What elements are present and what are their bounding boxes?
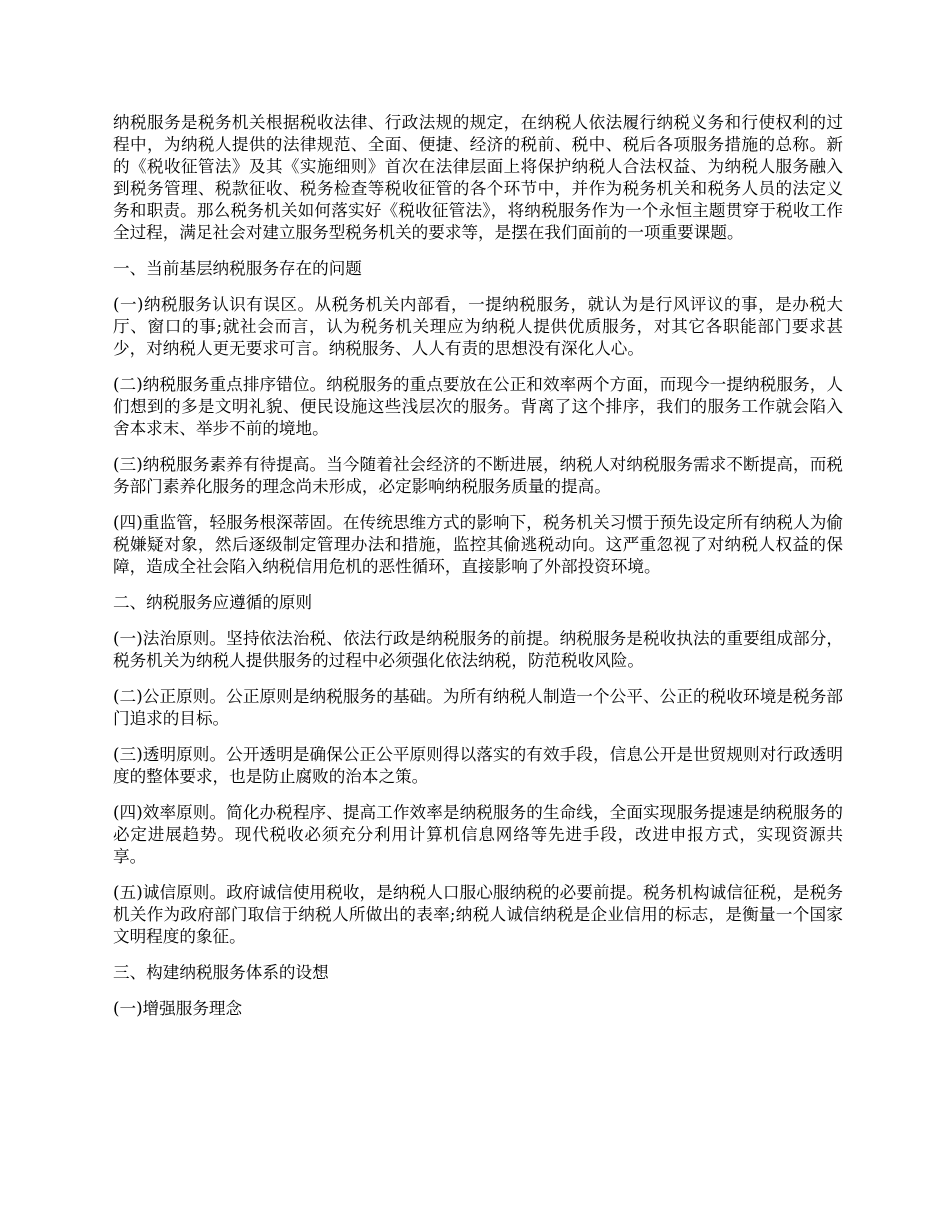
section-heading-1: 一、当前基层纳税服务存在的问题 [113, 259, 362, 278]
paragraph: (二)公正原则。公正原则是纳税服务的基础。为所有纳税人制造一个公平、公正的税收环境是税务部门追求的目标。 [113, 687, 843, 728]
paragraph: (三)纳税服务素养有待提高。当今随着社会经济的不断进展，纳税人对纳税服务需求不断提高，而税务部门素养化服务的理念尚未形成，必定影响纳税服务质量的提高。 [113, 455, 843, 496]
paragraph: (四)重监管，轻服务根深蒂固。在传统思维方式的影响下，税务机关习惯于预先设定所有纳税人为偷税嫌疑对象，然后逐级制定管理办法和措施，监控其偷逃税动向。这严重忽视了对纳税人权益的保障，造成全社会陷入纳税信用危机的恶性循环，直接影响了外部投资环境。 [113, 513, 843, 576]
section-heading-3: 三、构建纳税服务体系的设想 [113, 963, 329, 982]
paragraph: (三)透明原则。公开透明是确保公正公平原则得以落实的有效手段，信息公开是世贸规则对行政透明度的整体要求，也是防止腐败的治本之策。 [113, 745, 843, 786]
paragraph: (一)法治原则。坚持依法治税、依法行政是纳税服务的前提。纳税服务是税收执法的重要组成部分，税务机关为纳税人提供服务的过程中必须强化依法纳税，防范税收风险。 [113, 629, 843, 670]
paragraph: (四)效率原则。简化办税程序、提高工作效率是纳税服务的生命线，全面实现服务提速是纳税服务的必定进展趋势。现代税收必须充分利用计算机信息网络等先进手段，改进申报方式，实现资源共享。 [113, 803, 843, 866]
intro-paragraph: 纳税服务是税务机关根据税收法律、行政法规的规定，在纳税人依法履行纳税义务和行使权利的过程中，为纳税人提供的法律规范、全面、便捷、经济的税前、税中、税后各项服务措施的总称。新的《税收征管法》及其《实施细则》首次在法律层面上将保护纳税人合法权益、为纳税人服务融入到税务管理、税款征收、税务检查等税收征管的各个环节中，并作为税务机关和税务人员的法定义务和职责。那么税务机关如何落实好《税收征管法》，将纳税服务作为一个永恒主题贯穿于税收工作全过程，满足社会对建立服务型税务机关的要求等，是摆在我们面前的一项重要课题。 [113, 113, 843, 242]
paragraph: (一)纳税服务认识有误区。从税务机关内部看，一提纳税服务，就认为是行风评议的事，是办税大厅、窗口的事;就社会而言，认为税务机关理应为纳税人提供优质服务，对其它各职能部门要求甚少，对纳税人更无要求可言。纳税服务、人人有责的思想没有深化人心。 [113, 295, 843, 358]
paragraph: (二)纳税服务重点排序错位。纳税服务的重点要放在公正和效率两个方面，而现今一提纳税服务，人们想到的多是文明礼貌、便民设施这些浅层次的服务。背离了这个排序，我们的服务工作就会陷入舍本求末、举步不前的境地。 [113, 375, 843, 438]
subsection-heading: (一)增强服务理念 [113, 999, 243, 1018]
paragraph: (五)诚信原则。政府诚信使用税收，是纳税人口服心服纳税的必要前提。税务机构诚信征税，是税务机关作为政府部门取信于纳税人所做出的表率;纳税人诚信纳税是企业信用的标志，是衡量一个国家文明程度的象征。 [113, 883, 843, 946]
section-heading-2: 二、纳税服务应遵循的原则 [113, 593, 313, 612]
document-page [113, 112, 843, 1034]
